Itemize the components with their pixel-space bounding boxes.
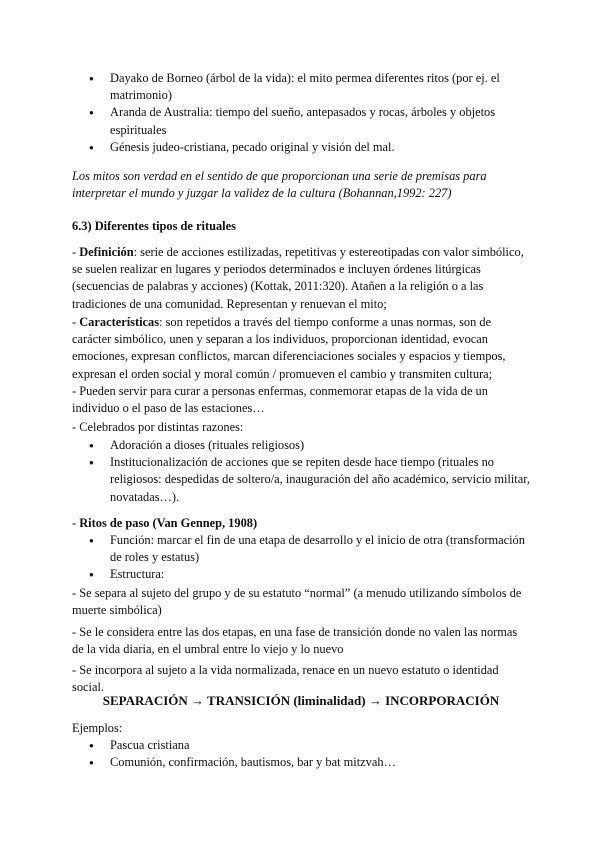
bohannan-quote: Los mitos son verdad en el sentido de que proporcionan una serie de premisas para interpretar el mundo y juzgar la validez de la cultura (Bohannan,1992: 227) [72,169,487,201]
list-item: ● Aranda de Australia: tiempo del sueño, antepasados y rocas, árboles y objetos espirituales [72,104,530,138]
list-item: ● Comunión, confirmación, bautismos, bar y bat mitzvah… [72,754,530,771]
definition-paragraph: - Definición: serie de acciones estilizadas, repetitivas y estereotipadas con valor simbólico, se suelen realizar en lugares y periodos determinados e incluyen órdenes litúrgicas (secuencias de palabras y acciones) (Kottak, 2011:320). Atañen a la religión o a las tradiciones de una comunidad. Representan y renuevan el mito; [72,245,524,311]
rites-sequence [72,692,530,709]
characteristics-paragraph: - Características: son repetidos a través del tiempo conforme a unas normas, son de carácter simbólico, unen y separan a los individuos, proporcionan identidad, evocan emociones, expresan conflictos, marcan diferenciaciones sociales y espacios y tiempos, expresan el orden social y moral común / promueven el cambio y transmiten cultura; [72,315,506,381]
reasons-list [72,437,530,506]
list-item: ● Institucionalización de acciones que se repiten desde hace tiempo (rituales no religiosos: despedidas de soltero/a, inauguración del año académico, servicio militar, novatadas…). [72,454,530,506]
list-item: ● Pascua cristiana [72,737,530,754]
rites-sequence-text: SEPARACIÓN → TRANSICIÓN (liminalidad) → INCORPORACIÓN [102,693,500,708]
incorporation-paragraph: - Se incorpora al sujeto a la vida normalizada, renace en un nuevo estatuto o identidad social. [72,663,499,695]
list-item: ● Génesis judeo-cristiana, pecado original y visión del mal. [72,139,530,156]
rites-heading-text: Ritos de paso (Van Gennep, 1908) [79,516,258,530]
list-item: ● Función: marcar el fin de una etapa de desarrollo y el inicio de otra (transformación de roles y estatus) [72,532,530,566]
list-item: ● Dayako de Borneo (árbol de la vida): el mito permea diferentes ritos (por ej. el matrimonio) [72,70,530,104]
list-item: ● Adoración a dioses (rituales religiosos) [72,437,530,454]
transition-paragraph: - Se le considera entre las dos etapas, en una fase de transición donde no valen las normas de la vida diaria, en el umbral entre lo viejo y lo nuevo [72,625,518,657]
section-heading-text: 6.3) Diferentes tipos de rituales [72,219,236,233]
examples-list [72,737,530,771]
characteristics-label: Características [79,315,160,329]
characteristics-text: : son repetidos a través del tiempo conforme a unas normas, son de carácter simbólico, unen y separan a los individuos, proporcionan identidad, evocan emociones, expresan conflictos, marcan diferenciaciones sociales y espacios y tiempos, expresan el orden social y moral común / promueven el cambio y transmiten cultura; [72,315,506,381]
definition-label: Definición [79,245,134,259]
uses-paragraph: - Pueden servir para curar a personas enfermas, conmemorar etapas de la vida de un individuo o el paso de las estaciones… [72,384,488,416]
separation-paragraph: - Se separa al sujeto del grupo y de su estatuto “normal” (a menudo utilizando símbolos de muerte simbólica) [72,586,522,618]
mythology-examples-list [72,70,530,156]
reasons-paragraph: - Celebrados por distintas razones: [72,420,244,434]
rites-list [72,532,530,584]
examples-label: Ejemplos: [72,721,123,735]
section-heading [72,218,530,235]
list-item: ● Estructura: [72,566,530,583]
rites-heading: - Ritos de paso (Van Gennep, 1908) [72,516,258,530]
definition-text: : serie de acciones estilizadas, repetitivas y estereotipadas con valor simbólico, se suelen realizar en lugares y periodos determinados e incluyen órdenes litúrgicas (secuencias de palabras y acciones) (Kottak, 2011:320). Atañen a la religión o a las tradiciones de una comunidad. Representan y renuevan el mito; [72,245,524,311]
